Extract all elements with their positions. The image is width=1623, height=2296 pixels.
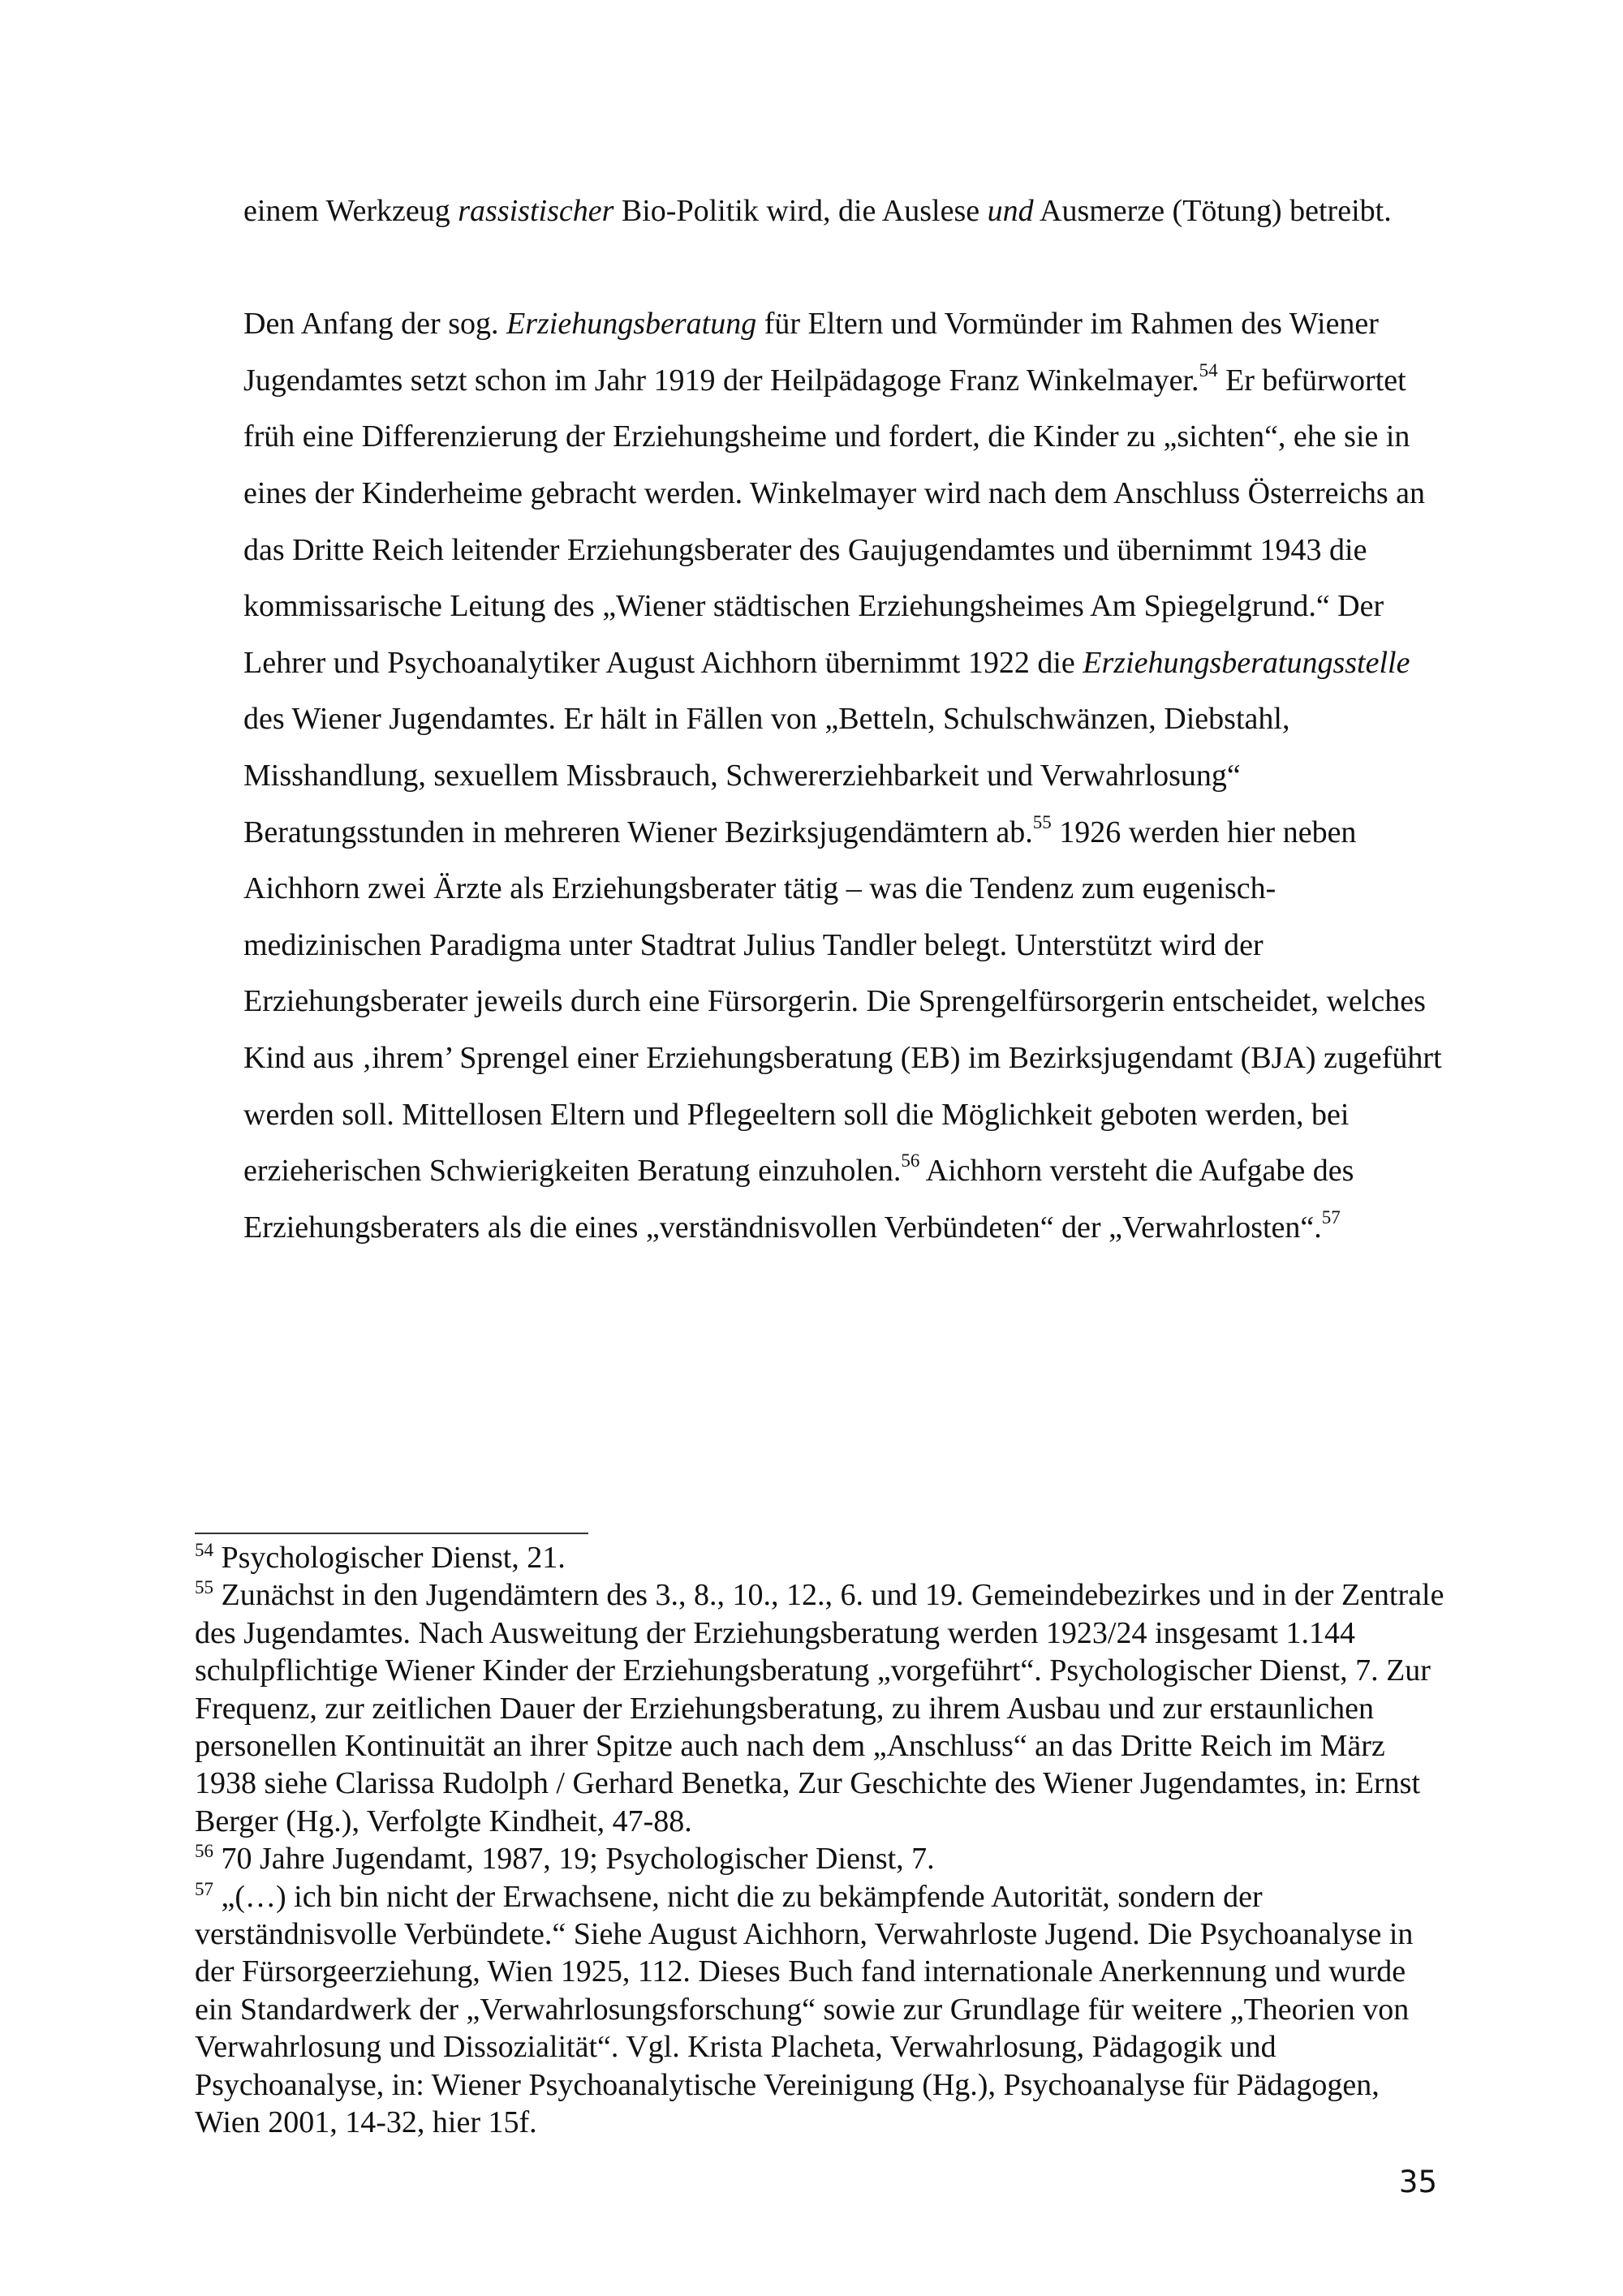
text-run: Bio-Politik wird, die Auslese xyxy=(613,194,988,228)
body-text xyxy=(243,183,1444,1256)
text-run: 1926 werden hier neben Aichhorn zwei Ärzte als Erziehungsberater tätig – was die Tendenz zum eugenisch-medizinischen Paradigma unter Stadtrat Julius Tandler belegt. Unterstützt wird der Erziehungsberater jeweils durch eine Fürsorgerin. Die Sprengelfürsorgerin entscheidet, welches Kind aus ‚ihrem’ Sprengel einer Erziehungsberatung (EB) im Bezirksjugendamt (BJA) zugeführt werden soll. Mittellosen Eltern und Pflegeeltern soll die Möglichkeit geboten werden, bei erzieherischen Schwierigkeiten Beratung einzuholen. xyxy=(243,815,1442,1189)
text-run: Aichhorn versteht die Aufgabe des Erziehungsberaters als die eines „verständnisvollen Verbündeten“ der „Verwahrlosten“. xyxy=(243,1154,1354,1245)
text-run: einem Werkzeug xyxy=(243,194,458,228)
footnote-separator xyxy=(195,1533,588,1534)
footnote-ref-56[interactable]: 56 xyxy=(901,1150,920,1172)
paragraph xyxy=(243,183,1444,240)
italic-run: rassistischer xyxy=(458,194,614,228)
footnote-text: Zunächst in den Jugendämtern des 3., 8., 10., 12., 6. und 19. Gemeindebezirkes und in der Zentrale des Jugendamtes. Nach Ausweitung der Erziehungsberatung werden 1923/24 insgesamt 1.144 schulpflichtige Wiener Kinder der Erziehungsberatung „vorgeführt“. Psychologischer Dienst, 7. Zur Frequenz, zur zeitlichen Dauer der Erziehungsberatung, zu ihrem Ausbau und zur erstaunlichen personellen Kontinuität an ihrer Spitze auch nach dem „Anschluss“ an das Dritte Reich im März 1938 siehe Clarissa Rudolph / Gerhard Benetka, Zur Geschichte des Wiener Jugendamtes, in: Ernst Berger (Hg.), Verfolgte Kindheit, 47-88. xyxy=(195,1578,1444,1838)
text-run: Den Anfang der sog. xyxy=(243,307,506,342)
footnote xyxy=(195,1878,1449,2142)
footnote-number: 54 xyxy=(195,1540,213,1560)
italic-run: und xyxy=(987,194,1034,228)
footnotes xyxy=(195,1539,1449,2142)
footnote-number: 56 xyxy=(195,1841,213,1862)
text-run: des Wiener Jugendamtes. Er hält in Fällen von „Betteln, Schulschwänzen, Diebstahl, Misshandlung, sexuellem Missbrauch, Schwererziehbarkeit und Verwahrlosung“ Beratungsstunden in mehreren Wiener Bezirksjugendämtern ab. xyxy=(243,702,1290,849)
footnote xyxy=(195,1840,1449,1877)
footnote-text: 70 Jahre Jugendamt, 1987, 19; Psychologischer Dienst, 7. xyxy=(213,1842,935,1877)
text-run: Ausmerze (Tötung) betreibt. xyxy=(1033,194,1392,228)
footnote-text: Psychologischer Dienst, 21. xyxy=(213,1541,566,1575)
italic-run: Erziehungsberatung xyxy=(506,307,757,342)
page-number: 35 xyxy=(1398,2165,1437,2199)
footnote xyxy=(195,1576,1449,1840)
text-run: Er befürwortet früh eine Differenzierung der Erziehungsheime und fordert, die Kinder zu „sichten“, ehe sie in eines der Kinderheime gebracht werden. Winkelmayer wird nach dem Anschluss Österreichs an das Dritte Reich leitender Erziehungsberater des Gaujugendamtes und übernimmt 1943 die kommissarische Leitung des „Wiener städtischen Erziehungsheimes Am Spiegelgrund.“ Der Lehrer und Psychoanalytiker August Aichhorn übernimmt 1922 die xyxy=(243,363,1426,680)
footnote-ref-55[interactable]: 55 xyxy=(1032,811,1052,832)
footnote-text: „(…) ich bin nicht der Erwachsene, nicht die zu bekämpfende Autorität, sondern der verständnisvolle Verbündete.“ Siehe August Aichhorn, Verwahrloste Jugend. Die Psychoanalyse in der Fürsorgeerziehung, Wien 1925, 112. Dieses Buch fand internationale Anerkennung und wurde ein Standardwerk der „Verwahrlosungsforschung“ sowie zur Grundlage für weitere „Theorien von Verwahrlosung und Dissozialität“. Vgl. Krista Placheta, Verwahrlosung, Pädagogik und Psychoanalyse, in: Wiener Psychoanalytische Vereinigung (Hg.), Psychoanalyse für Pädagogen, Wien 2001, 14-32, hier 15f. xyxy=(195,1879,1414,2140)
footnote xyxy=(195,1539,1449,1576)
paragraph xyxy=(243,296,1444,1256)
footnote-ref-57[interactable]: 57 xyxy=(1321,1206,1341,1228)
footnote-ref-54[interactable]: 54 xyxy=(1199,359,1218,381)
footnote-number: 57 xyxy=(195,1878,213,1899)
italic-run: Erziehungsberatungsstelle xyxy=(1083,645,1410,680)
text-run: für Eltern und Vormünder im Rahmen des Wiener Jugendamtes setzt schon im Jahr 1919 der Heilpädagoge Franz Winkelmayer. xyxy=(243,307,1379,398)
footnote-number: 55 xyxy=(195,1577,213,1598)
